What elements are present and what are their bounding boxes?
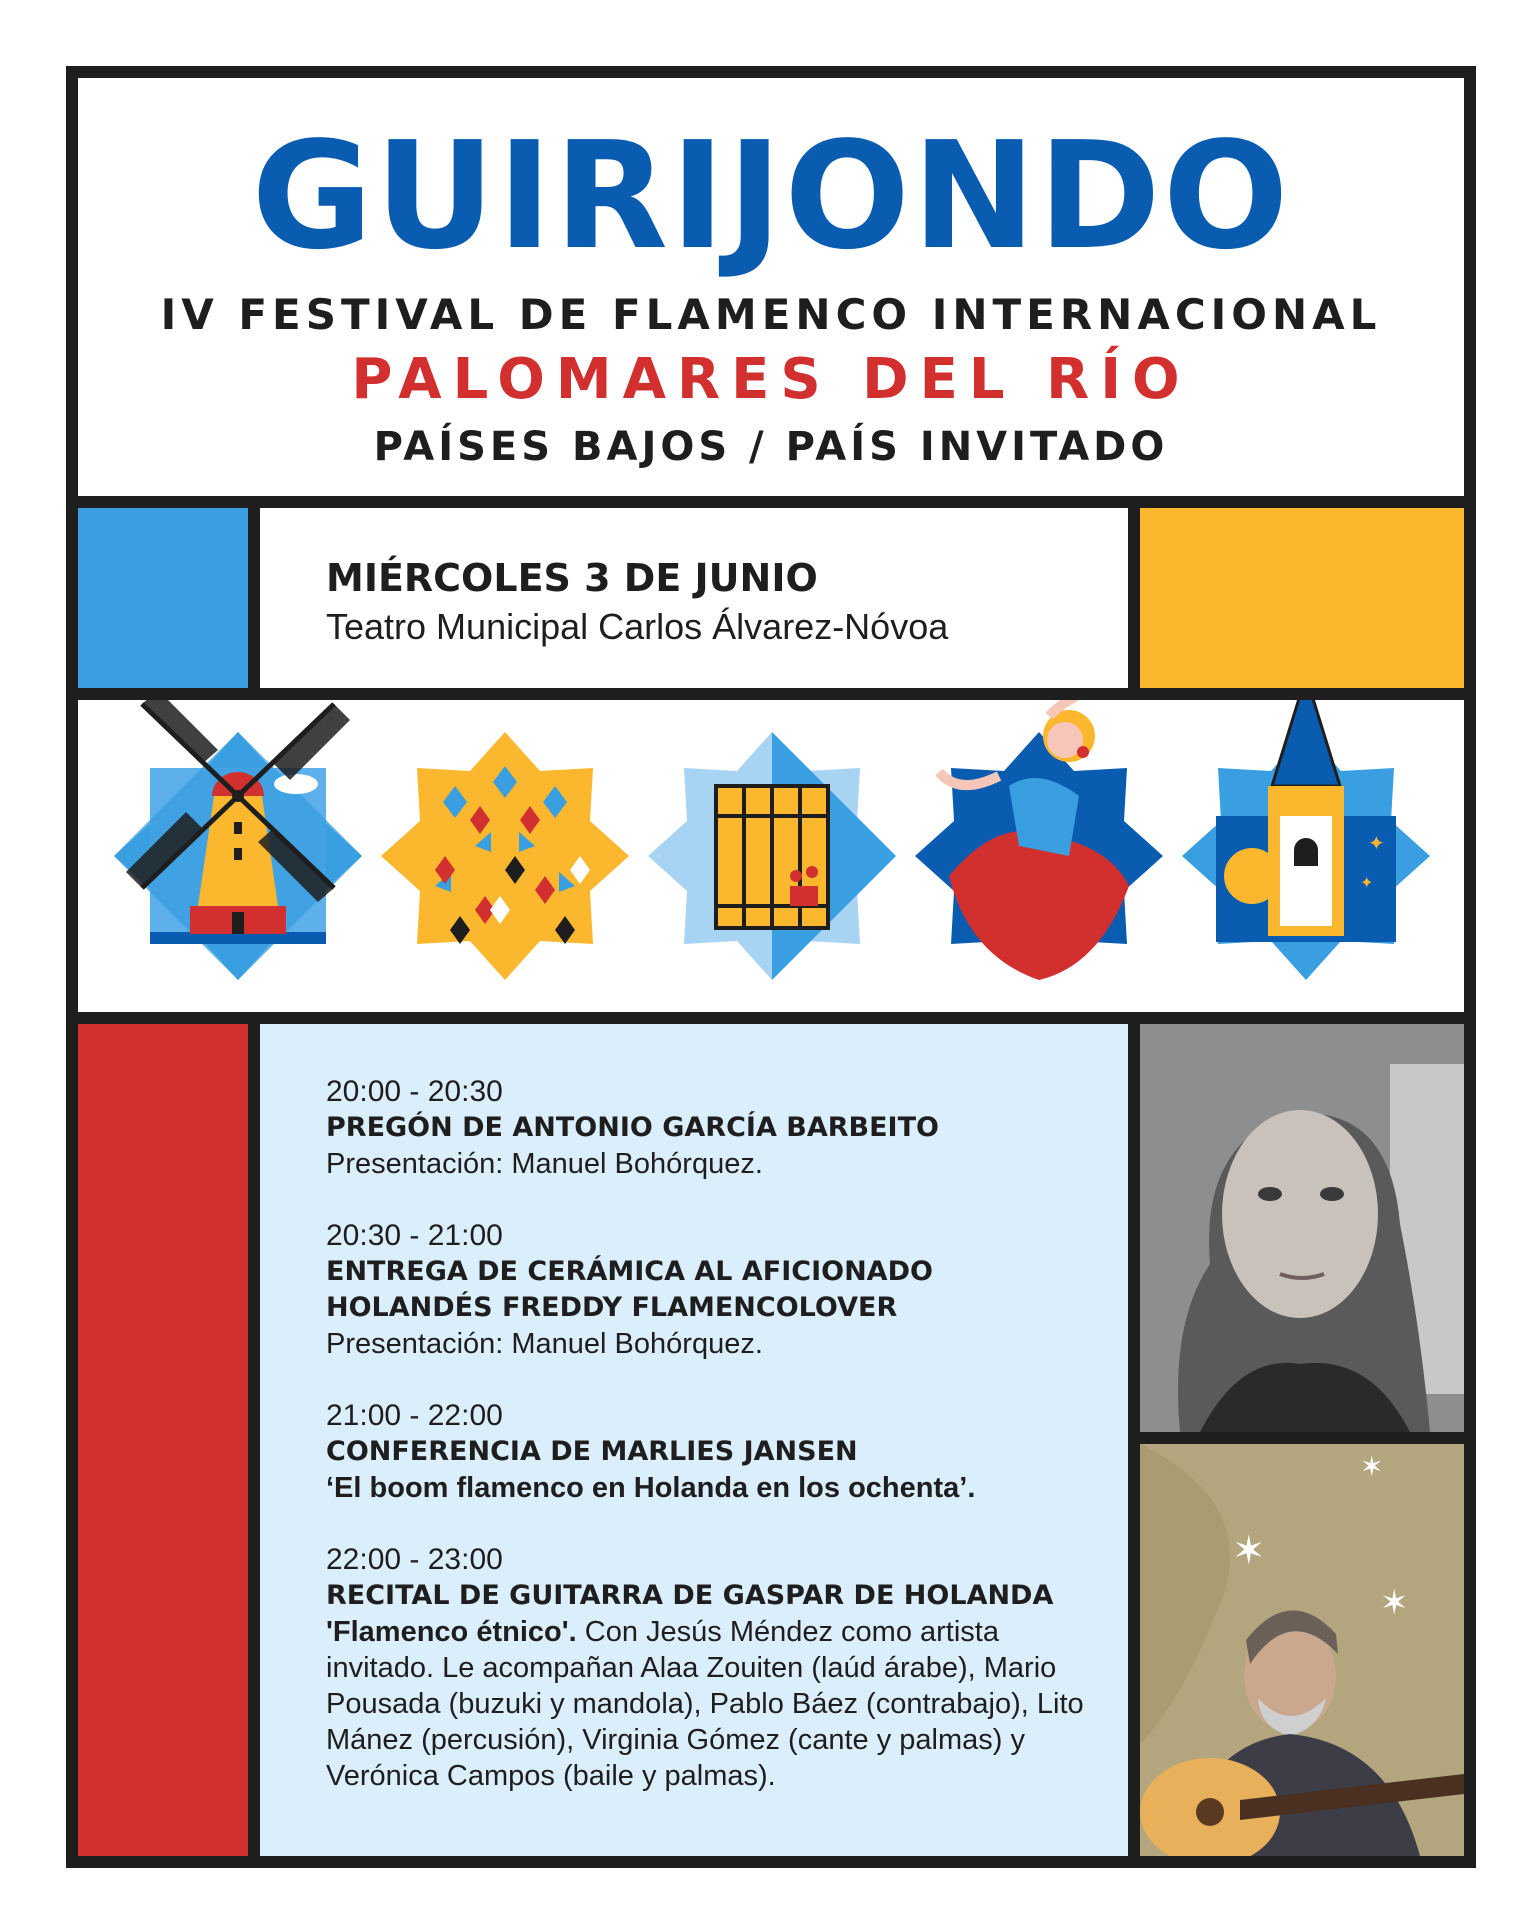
festival-location: PALOMARES DEL RÍO xyxy=(351,347,1191,412)
svg-text:✶: ✶ xyxy=(1360,1450,1384,1483)
event-detail-bold: 'Flamenco étnico'. xyxy=(326,1616,577,1648)
event-time: 20:00 - 20:30 xyxy=(326,1075,503,1108)
date-panel xyxy=(260,508,1128,688)
svg-text:✶: ✶ xyxy=(1232,1528,1266,1574)
windmill-icon xyxy=(114,700,362,980)
tulips-icon xyxy=(381,732,629,980)
program-item xyxy=(326,1218,1106,1362)
event-title-line2: HOLANDÉS FREDDY FLAMENCOLOVER xyxy=(326,1292,898,1323)
svg-text:✦: ✦ xyxy=(1368,831,1385,855)
event-detail: Presentación: Manuel Bohórquez. xyxy=(326,1328,763,1360)
event-detail-bold: ‘El boom flamenco en Holanda en los ochenta’. xyxy=(326,1472,976,1504)
svg-text:✦: ✦ xyxy=(1360,873,1374,892)
flamenco-dancer-icon xyxy=(915,700,1163,980)
event-title: ENTREGA DE CERÁMICA AL AFICIONADO xyxy=(326,1256,933,1287)
svg-text:✶: ✶ xyxy=(1380,1583,1409,1623)
event-title: CONFERENCIA DE MARLIES JANSEN xyxy=(326,1436,858,1467)
event-detail: Presentación: Manuel Bohórquez. xyxy=(326,1148,763,1180)
yellow-color-block xyxy=(1140,508,1464,688)
event-date: MIÉRCOLES 3 DE JUNIO xyxy=(326,556,818,600)
event-title: RECITAL DE GUITARRA DE GASPAR DE HOLANDA xyxy=(326,1580,1054,1611)
festival-subtitle: IV FESTIVAL DE FLAMENCO INTERNACIONAL xyxy=(160,290,1382,339)
header-panel xyxy=(78,78,1464,496)
blue-color-block xyxy=(78,508,248,688)
red-color-block xyxy=(78,1024,248,1856)
event-time: 22:00 - 23:00 xyxy=(326,1543,503,1576)
program-item xyxy=(326,1398,1106,1506)
window-icon xyxy=(648,732,896,980)
guest-country: PAÍSES BAJOS / PAÍS INVITADO xyxy=(373,424,1169,470)
program-panel xyxy=(260,1024,1128,1856)
event-detail: Con Jesús Méndez como artista invitado. Le acompañan Alaa Zouiten (laúd árabe), Mario Pousada (buzuki y mandola), Pablo Báez (contrabajo), Lito Mánez (percusión), Virginia Gómez (cante y palmas) y Verónica Campos (baile y palmas). xyxy=(326,1616,1084,1792)
event-time: 20:30 - 21:00 xyxy=(326,1219,503,1252)
event-description xyxy=(326,1614,1106,1794)
festival-title: GUIRIJONDO xyxy=(251,110,1291,282)
event-venue: Teatro Municipal Carlos Álvarez-Nóvoa xyxy=(326,606,949,647)
program-item xyxy=(326,1074,1106,1182)
portrait-photo-marlies xyxy=(1140,1024,1464,1432)
icons-strip xyxy=(78,700,1464,1012)
guitarist-photo-gaspar xyxy=(1140,1444,1464,1856)
program-item xyxy=(326,1542,1106,1794)
church-tower-icon xyxy=(1182,700,1430,980)
event-time: 21:00 - 22:00 xyxy=(326,1399,503,1432)
event-title: PREGÓN DE ANTONIO GARCÍA BARBEITO xyxy=(326,1112,939,1143)
